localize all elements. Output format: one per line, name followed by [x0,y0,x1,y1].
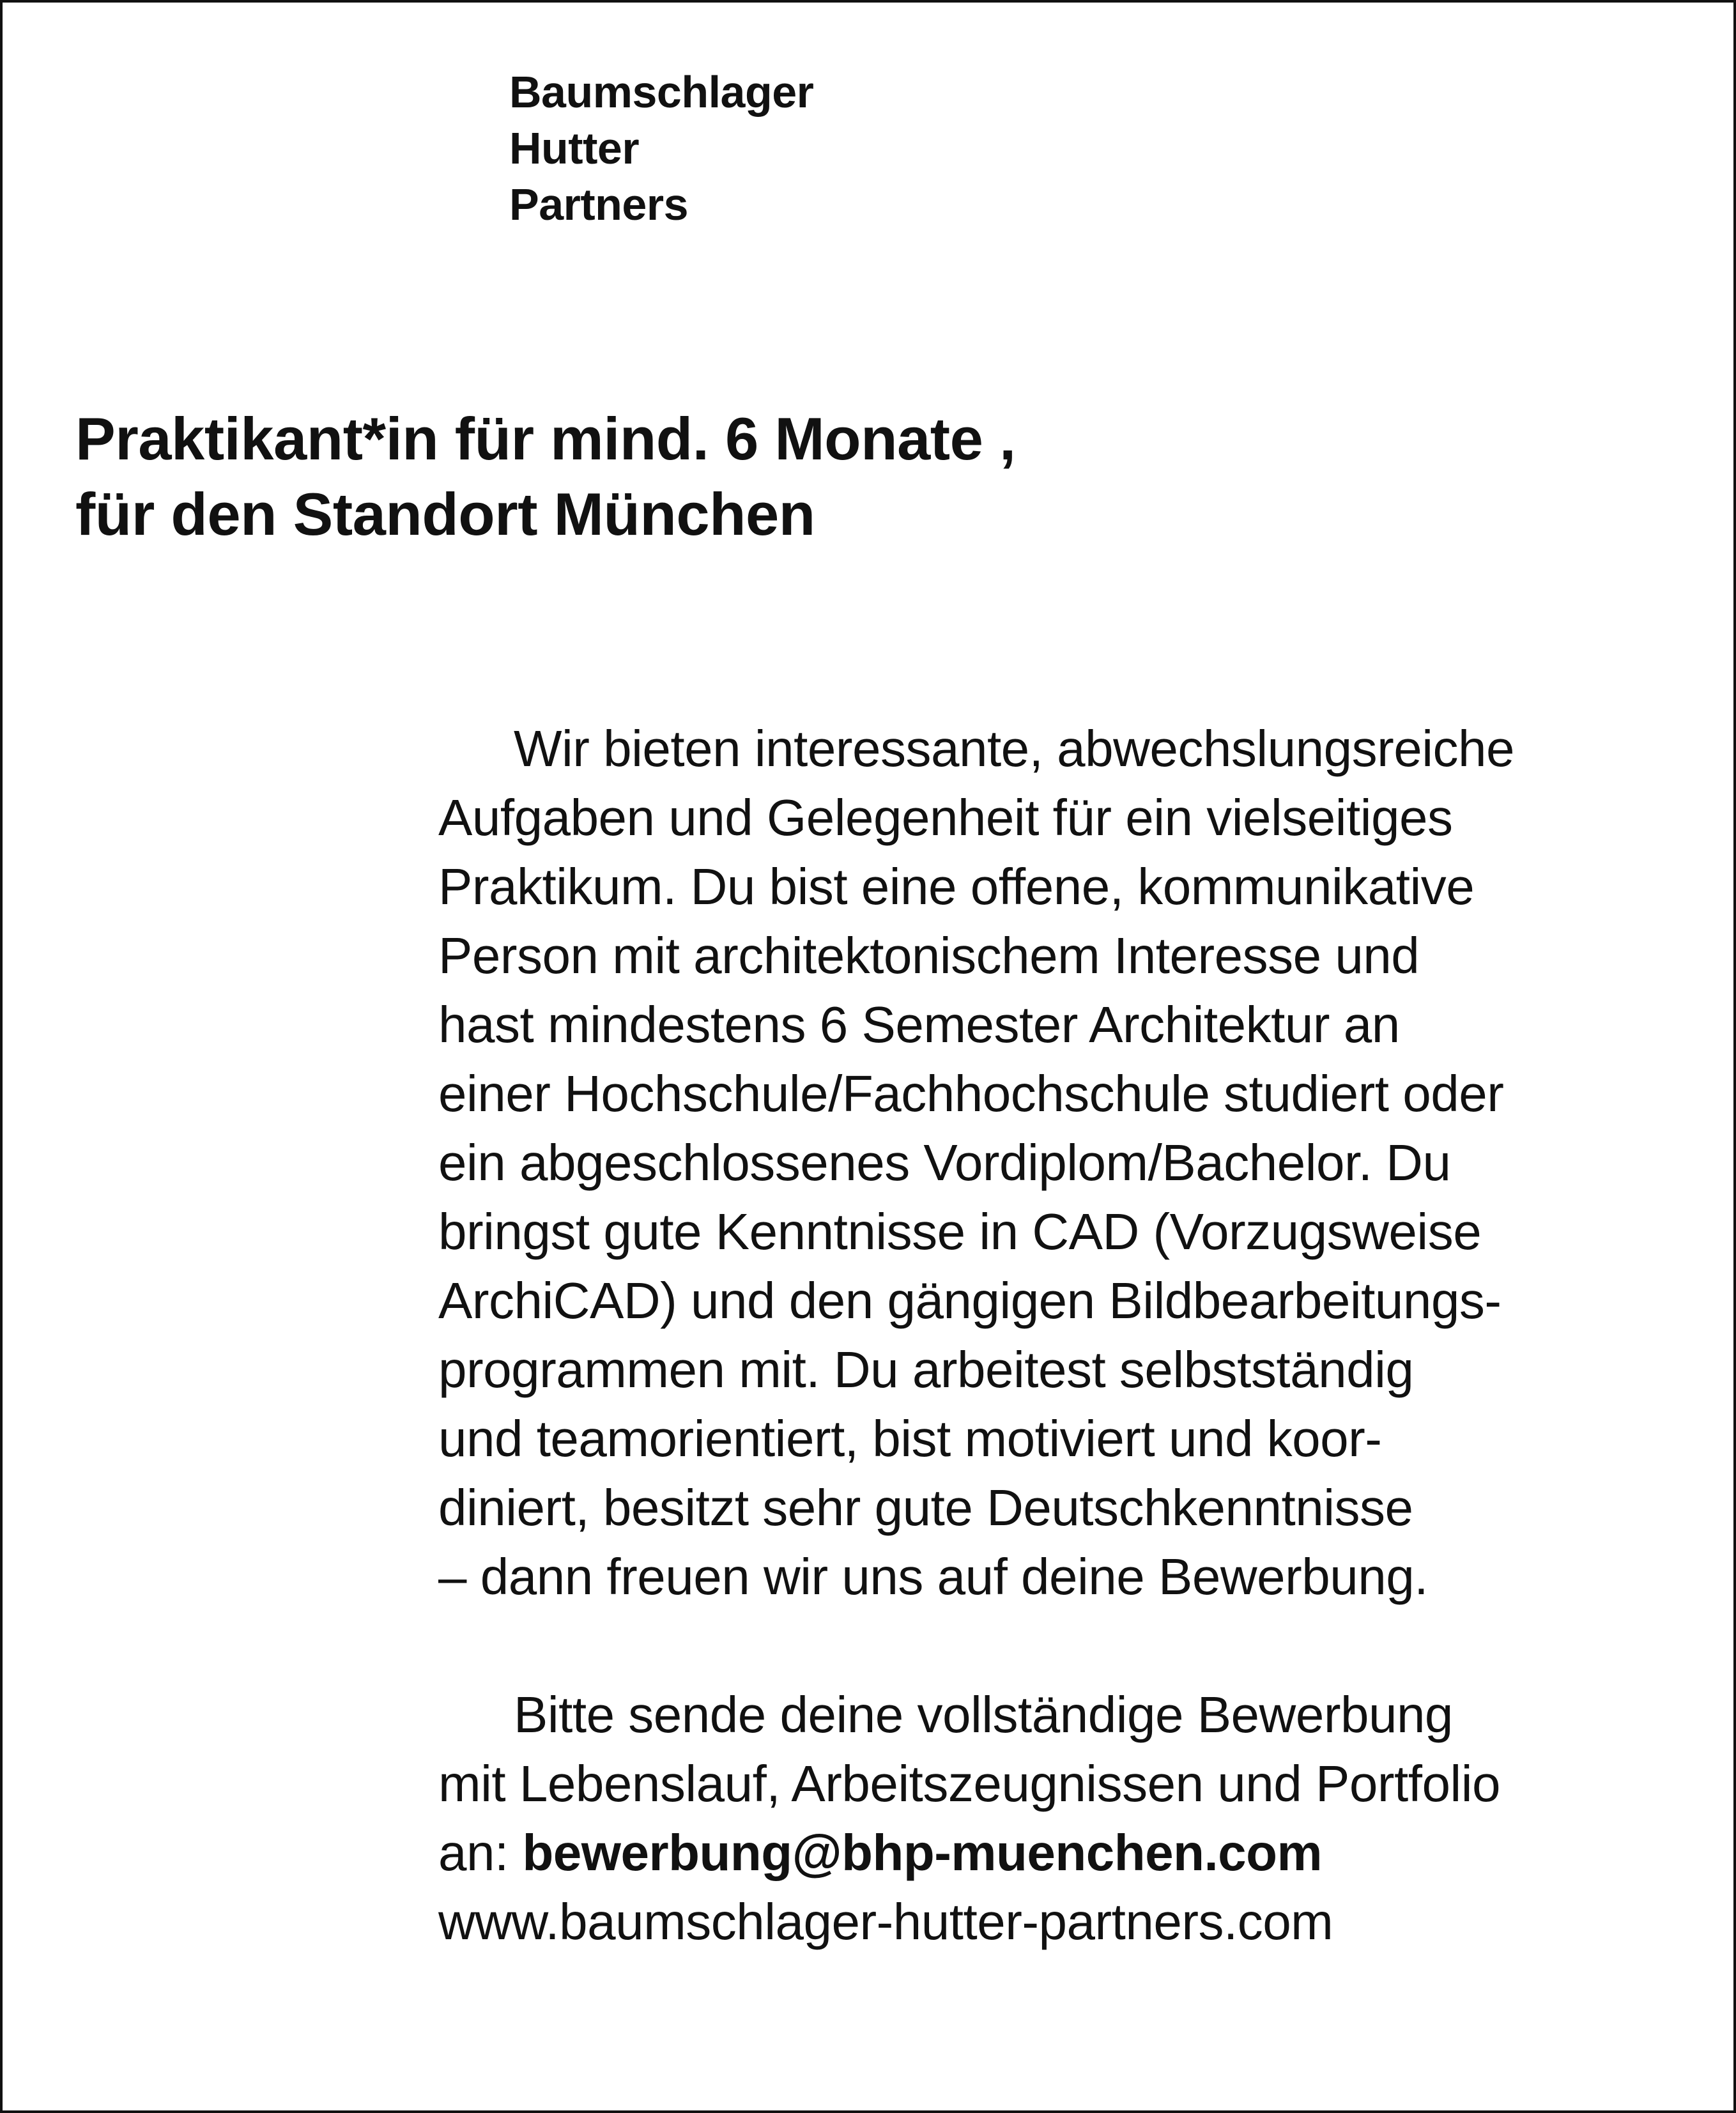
job-title [75,401,1016,552]
description-line: – dann freuen wir uns auf deine Bewerbung. [438,1548,1428,1605]
logo-line-1: Baumschlager [509,67,814,117]
application-line: Bitte sende deine vollständige Bewerbung [514,1686,1453,1743]
company-logo [509,64,813,233]
logo-line-2: Hutter [509,123,640,173]
email-prefix: an: [438,1824,523,1881]
application-line: mit Lebenslauf, Arbeitszeugnissen und Portfolio [438,1755,1500,1812]
description-line: Wir bieten interessante, abwechslungsreiche [514,720,1514,777]
description-line: ein abgeschlossenes Vordiplom/Bachelor. Du [438,1134,1451,1191]
paragraph-gap [438,1611,1514,1680]
website-link[interactable]: www.baumschlager-hutter-partners.com [438,1893,1333,1950]
job-title-line-1: Praktikant*in für mind. 6 Monate , [75,405,1016,472]
description-line: einer Hochschule/Fachhochschule studiert oder [438,1065,1504,1122]
application-email-line [438,1818,1514,1887]
description-line: bringst gute Kenntnisse in CAD (Vorzugsweise [438,1203,1482,1260]
description-line: Praktikum. Du bist eine offene, kommunikative [438,858,1475,915]
description-line: hast mindestens 6 Semester Architektur an [438,996,1400,1053]
logo-line-3: Partners [509,180,689,229]
description-line: diniert, besitzt sehr gute Deutschkenntnisse [438,1479,1413,1536]
job-description [438,714,1514,1956]
description-line: Aufgaben und Gelegenheit für ein vielseitiges [438,789,1453,846]
description-line: ArchiCAD) und den gängigen Bildbearbeitungs- [438,1272,1502,1329]
description-line: Person mit architektonischem Interesse und [438,927,1420,984]
job-title-line-2: für den Standort München [75,480,815,548]
description-line: programmen mit. Du arbeitest selbstständig [438,1341,1414,1398]
description-line: und teamorientiert, bist motiviert und koor- [438,1410,1382,1467]
application-email-link[interactable]: bewerbung@bhp-muenchen.com [522,1824,1323,1881]
